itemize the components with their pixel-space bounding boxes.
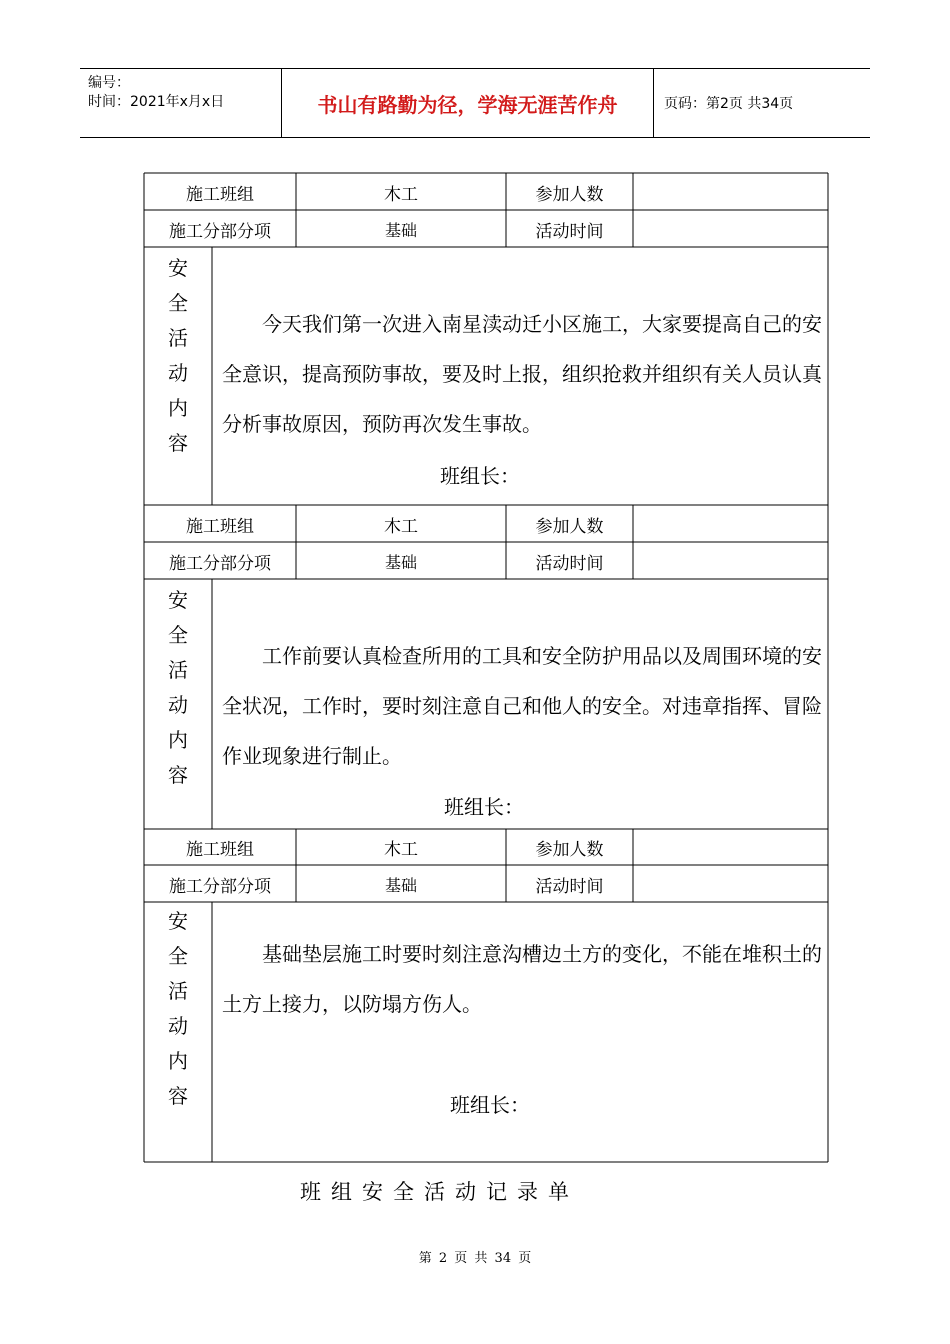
subproject-value: 基础 [384, 552, 417, 572]
team-label: 施工班组 [186, 516, 254, 537]
safety-content-area [144, 247, 828, 505]
header-page-info: 页码：第2页 共34页 [664, 96, 794, 112]
team-leader-label: 班组长： [440, 464, 520, 488]
participants-value [633, 506, 828, 542]
team-value: 木工 [384, 184, 418, 205]
subproject-label: 施工分部分项 [169, 876, 271, 897]
subproject-value: 基础 [384, 875, 417, 895]
time-label: 时间：2021年x月x日 [88, 94, 225, 110]
team-label: 施工班组 [186, 184, 254, 205]
subproject-label: 施工分部分项 [169, 221, 271, 242]
subproject-label: 施工分部分项 [169, 553, 271, 574]
team-value: 木工 [384, 516, 418, 537]
page-footer: 第 2 页 共 34 页 [418, 1251, 532, 1266]
activity-time-label: 活动时间 [535, 221, 604, 242]
record-row-subproject [144, 211, 828, 247]
document-title: 班组安全活动记录单 [300, 1180, 579, 1204]
content-vertical-label: 安 全 活 动 内 容 [168, 909, 188, 1108]
activity-time-label: 活动时间 [535, 876, 604, 897]
content-text: 基础垫层施工时要时刻注意沟槽边土方的变化，不能在堆积土的土方上接力，以防塌方伤人。 [222, 942, 822, 1016]
record-row-team [144, 829, 828, 865]
record-row-team [144, 506, 828, 542]
team-value: 木工 [384, 839, 418, 860]
safety-content-area [144, 579, 828, 829]
participants-value [633, 829, 828, 865]
content-text: 工作前要认真检查所用的工具和安全防护用品以及周围环境的安全状况，工作时，要时刻注意自己和他人的安全。对违章指挥、冒险作业现象进行制止。 [222, 644, 822, 768]
activity-time-label: 活动时间 [535, 553, 604, 574]
participants-label: 参加人数 [535, 184, 604, 205]
content-vertical-label: 安 全 活 动 内 容 [168, 256, 188, 455]
participants-label: 参加人数 [535, 839, 604, 860]
team-leader-label: 班组长： [444, 795, 524, 819]
content-vertical-label: 安 全 活 动 内 容 [168, 588, 188, 787]
number-label: 编号： [88, 75, 130, 91]
activity-time-value [633, 211, 828, 247]
participants-label: 参加人数 [535, 516, 604, 537]
team-leader-label: 班组长： [450, 1093, 530, 1117]
record-row-subproject [144, 543, 828, 579]
content-text: 今天我们第一次进入南星渎动迁小区施工，大家要提高自己的安全意识，提高预防事故，要及时上报，组织抢救并组织有关人员认真分析事故原因，预防再次发生事故。 [222, 312, 822, 436]
record-row-team [144, 174, 828, 210]
participants-value [633, 174, 828, 210]
record-row-subproject [144, 866, 828, 902]
subproject-value: 基础 [384, 220, 417, 240]
safety-content-area [144, 902, 828, 1162]
activity-time-value [633, 866, 828, 902]
activity-time-value [633, 543, 828, 579]
header-motto: 书山有路勤为径，学海无涯苦作舟 [282, 69, 654, 137]
team-label: 施工班组 [186, 839, 254, 860]
